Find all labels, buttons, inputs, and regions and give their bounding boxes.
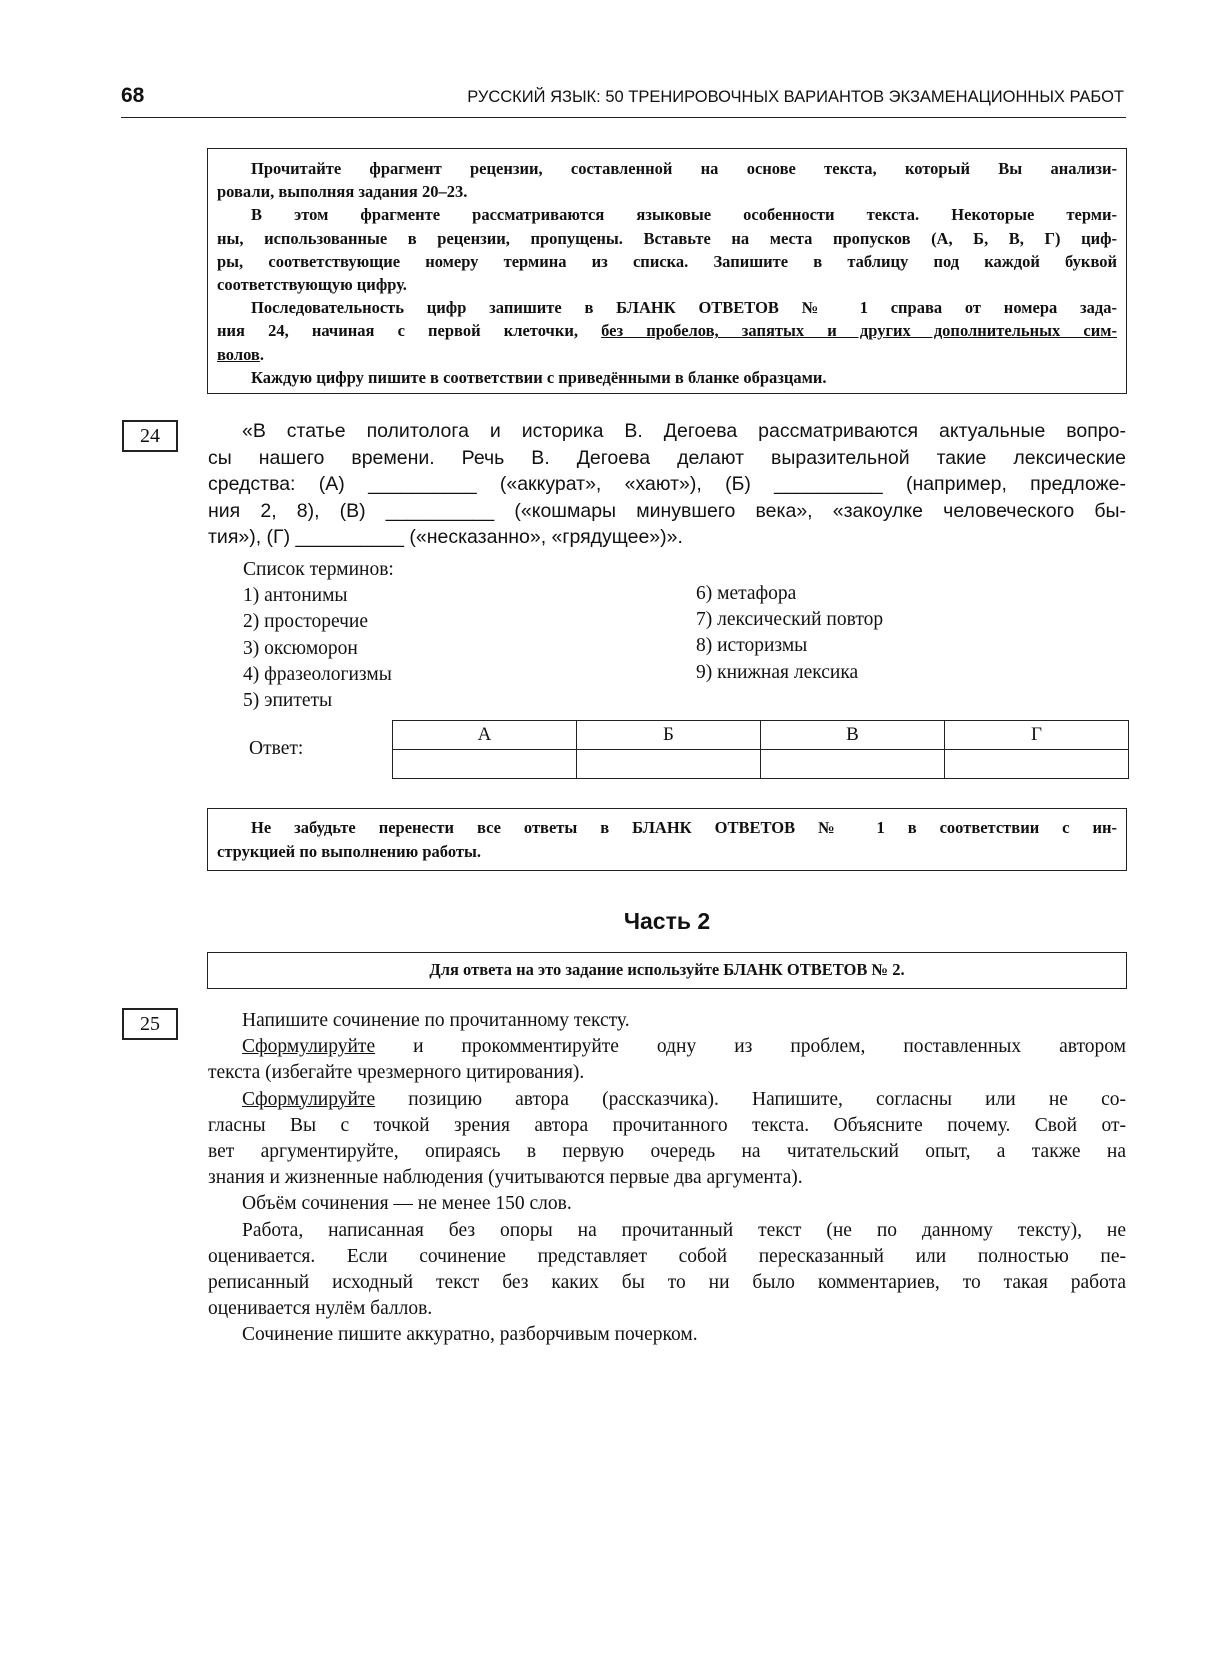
instruction-text: . — [259, 344, 264, 364]
task-line: знания и жизненные наблюдения (учитываются первые два аргумента). — [208, 1167, 803, 1189]
instruction-line: соответствующую цифру. — [217, 275, 407, 295]
reminder-line: Не забудьте перенести все ответы в БЛАНК ОТВЕТОВ № 1 в соответствии с ин- — [251, 818, 1117, 837]
instruction-line — [217, 319, 1117, 342]
task-line: гласны Вы с точкой зрения автора прочитанного текста. Объясните почему. Свой от- — [208, 1114, 1126, 1136]
term-item: 8) историзмы — [696, 635, 808, 657]
instruction-text: ния 24, начиная с первой клеточки, — [217, 321, 602, 341]
term-item: 5) эпитеты — [243, 690, 333, 712]
term-item: 9) книжная лексика — [696, 661, 859, 683]
task-line: реписанный исходный текст без каких бы то ни было комментариев, то такая работа — [208, 1272, 1126, 1294]
terms-list-right — [696, 581, 883, 686]
answer-header-a: А — [393, 721, 577, 750]
instruction-line — [217, 343, 1117, 366]
task-text: позицию автора (рассказчика). Напишите, согласны или не со- — [375, 1088, 1126, 1110]
task25-text — [208, 1008, 1126, 1349]
task-line: ния 2, 8), (В) __________ («кошмары минувшего века», «закоулке человеческого бы- — [208, 499, 1126, 522]
task-line — [208, 1034, 1126, 1060]
instruction-line: Последовательность цифр запишите в БЛАНК ОТВЕТОВ № 1 справа от номера зада- — [251, 298, 1117, 318]
term-item: 4) фразеологизмы — [243, 663, 392, 685]
header-rule — [121, 117, 1126, 118]
task-line: текста (избегайте чрезмерного цитирования). — [208, 1062, 585, 1084]
instructions-box — [207, 148, 1127, 394]
instruction-line: Прочитайте фрагмент рецензии, составленной на основе текста, который Вы анализи- — [251, 159, 1117, 178]
instruction-line: Каждую цифру пишите в соответствии с приведёнными в бланке образцами. — [251, 367, 827, 387]
terms-title: Список терминов: — [243, 559, 394, 580]
answer-header-b: Б — [577, 721, 761, 750]
term-item: 1) антонимы — [243, 585, 348, 607]
task24-text — [208, 418, 1126, 551]
task-line: Напишите сочинение по прочитанному тексту. — [242, 1010, 630, 1031]
answer-cell-a[interactable] — [393, 750, 577, 779]
task-number-24: 24 — [122, 420, 178, 452]
underlined-text: Сформулируйте — [242, 1088, 376, 1110]
task-line: Сочинение пишите аккуратно, разборчивым почерком. — [242, 1324, 698, 1346]
page-number: 68 — [121, 84, 145, 107]
reminder-line: струкцией по выполнению работы. — [217, 842, 481, 861]
answer-cell-g[interactable] — [945, 750, 1129, 779]
terms-list-left — [243, 557, 394, 714]
task-line: сы нашего времени. Речь В. Дегоева делают выразительной такие лексические — [208, 446, 1126, 469]
term-item: 6) метафора — [696, 583, 797, 604]
term-item: 2) просторечие — [243, 611, 369, 633]
instruction-line: ны, использованные в рецензии, пропущены. Вставьте на места пропусков (А, Б, В, Г) циф- — [217, 228, 1117, 248]
answer-header-v: В — [761, 721, 945, 750]
running-title: РУССКИЙ ЯЗЫК: 50 ТРЕНИРОВОЧНЫХ ВАРИАНТОВ ЭКЗАМЕНАЦИОННЫХ РАБОТ — [467, 88, 1124, 106]
task-line — [208, 1087, 1126, 1113]
task-line: Объём сочинения — не менее 150 слов. — [242, 1193, 572, 1215]
underlined-text: Сформулируйте — [242, 1036, 376, 1058]
term-item: 7) лексический повтор — [696, 609, 884, 631]
instruction-line: ровали, выполняя задания 20–23. — [217, 182, 468, 202]
task-line: оценивается. Если сочинение представляет собой пересказанный или полностью пе- — [208, 1245, 1126, 1267]
underlined-text: без пробелов, запятых и других дополнительных сим- — [601, 321, 1117, 341]
underlined-text: волов — [217, 344, 260, 364]
task-number-25: 25 — [122, 1008, 178, 1040]
answer-table — [392, 720, 1129, 779]
task-line: «В статье политолога и историка В. Дегоева рассматриваются актуальные вопро- — [242, 420, 1126, 442]
task-line: средства: (А) __________ («аккурат», «хают»), (Б) __________ (например, предложе- — [208, 473, 1126, 495]
answer-header-g: Г — [945, 721, 1129, 750]
task-line: вет аргументируйте, опираясь в первую очередь на читательский опыт, а также на — [208, 1141, 1126, 1163]
task-line: тия»), (Г) __________ («несказанно», «грядущее»)». — [208, 526, 683, 548]
term-item: 3) оксюморон — [243, 637, 358, 659]
task-text: и прокомментируйте одну из проблем, поставленных автором — [375, 1036, 1126, 1058]
part2-title: Часть 2 — [623, 908, 711, 934]
task-line: оценивается нулём баллов. — [208, 1298, 433, 1320]
answer-cell-b[interactable] — [577, 750, 761, 779]
answer-label: Ответ: — [249, 738, 304, 759]
instruction-line: ры, соответствующие номеру термина из списка. Запишите в таблицу под каждой буквой — [217, 251, 1117, 271]
answer-cell-v[interactable] — [761, 750, 945, 779]
part2-note-box: Для ответа на это задание используйте БЛАНК ОТВЕТОВ № 2. — [207, 952, 1127, 989]
task-line: Работа, написанная без опоры на прочитанный текст (не по данному тексту), не — [242, 1219, 1126, 1241]
instruction-line: В этом фрагменте рассматриваются языковые особенности текста. Некоторые терми- — [251, 205, 1117, 225]
reminder-box — [207, 808, 1127, 871]
